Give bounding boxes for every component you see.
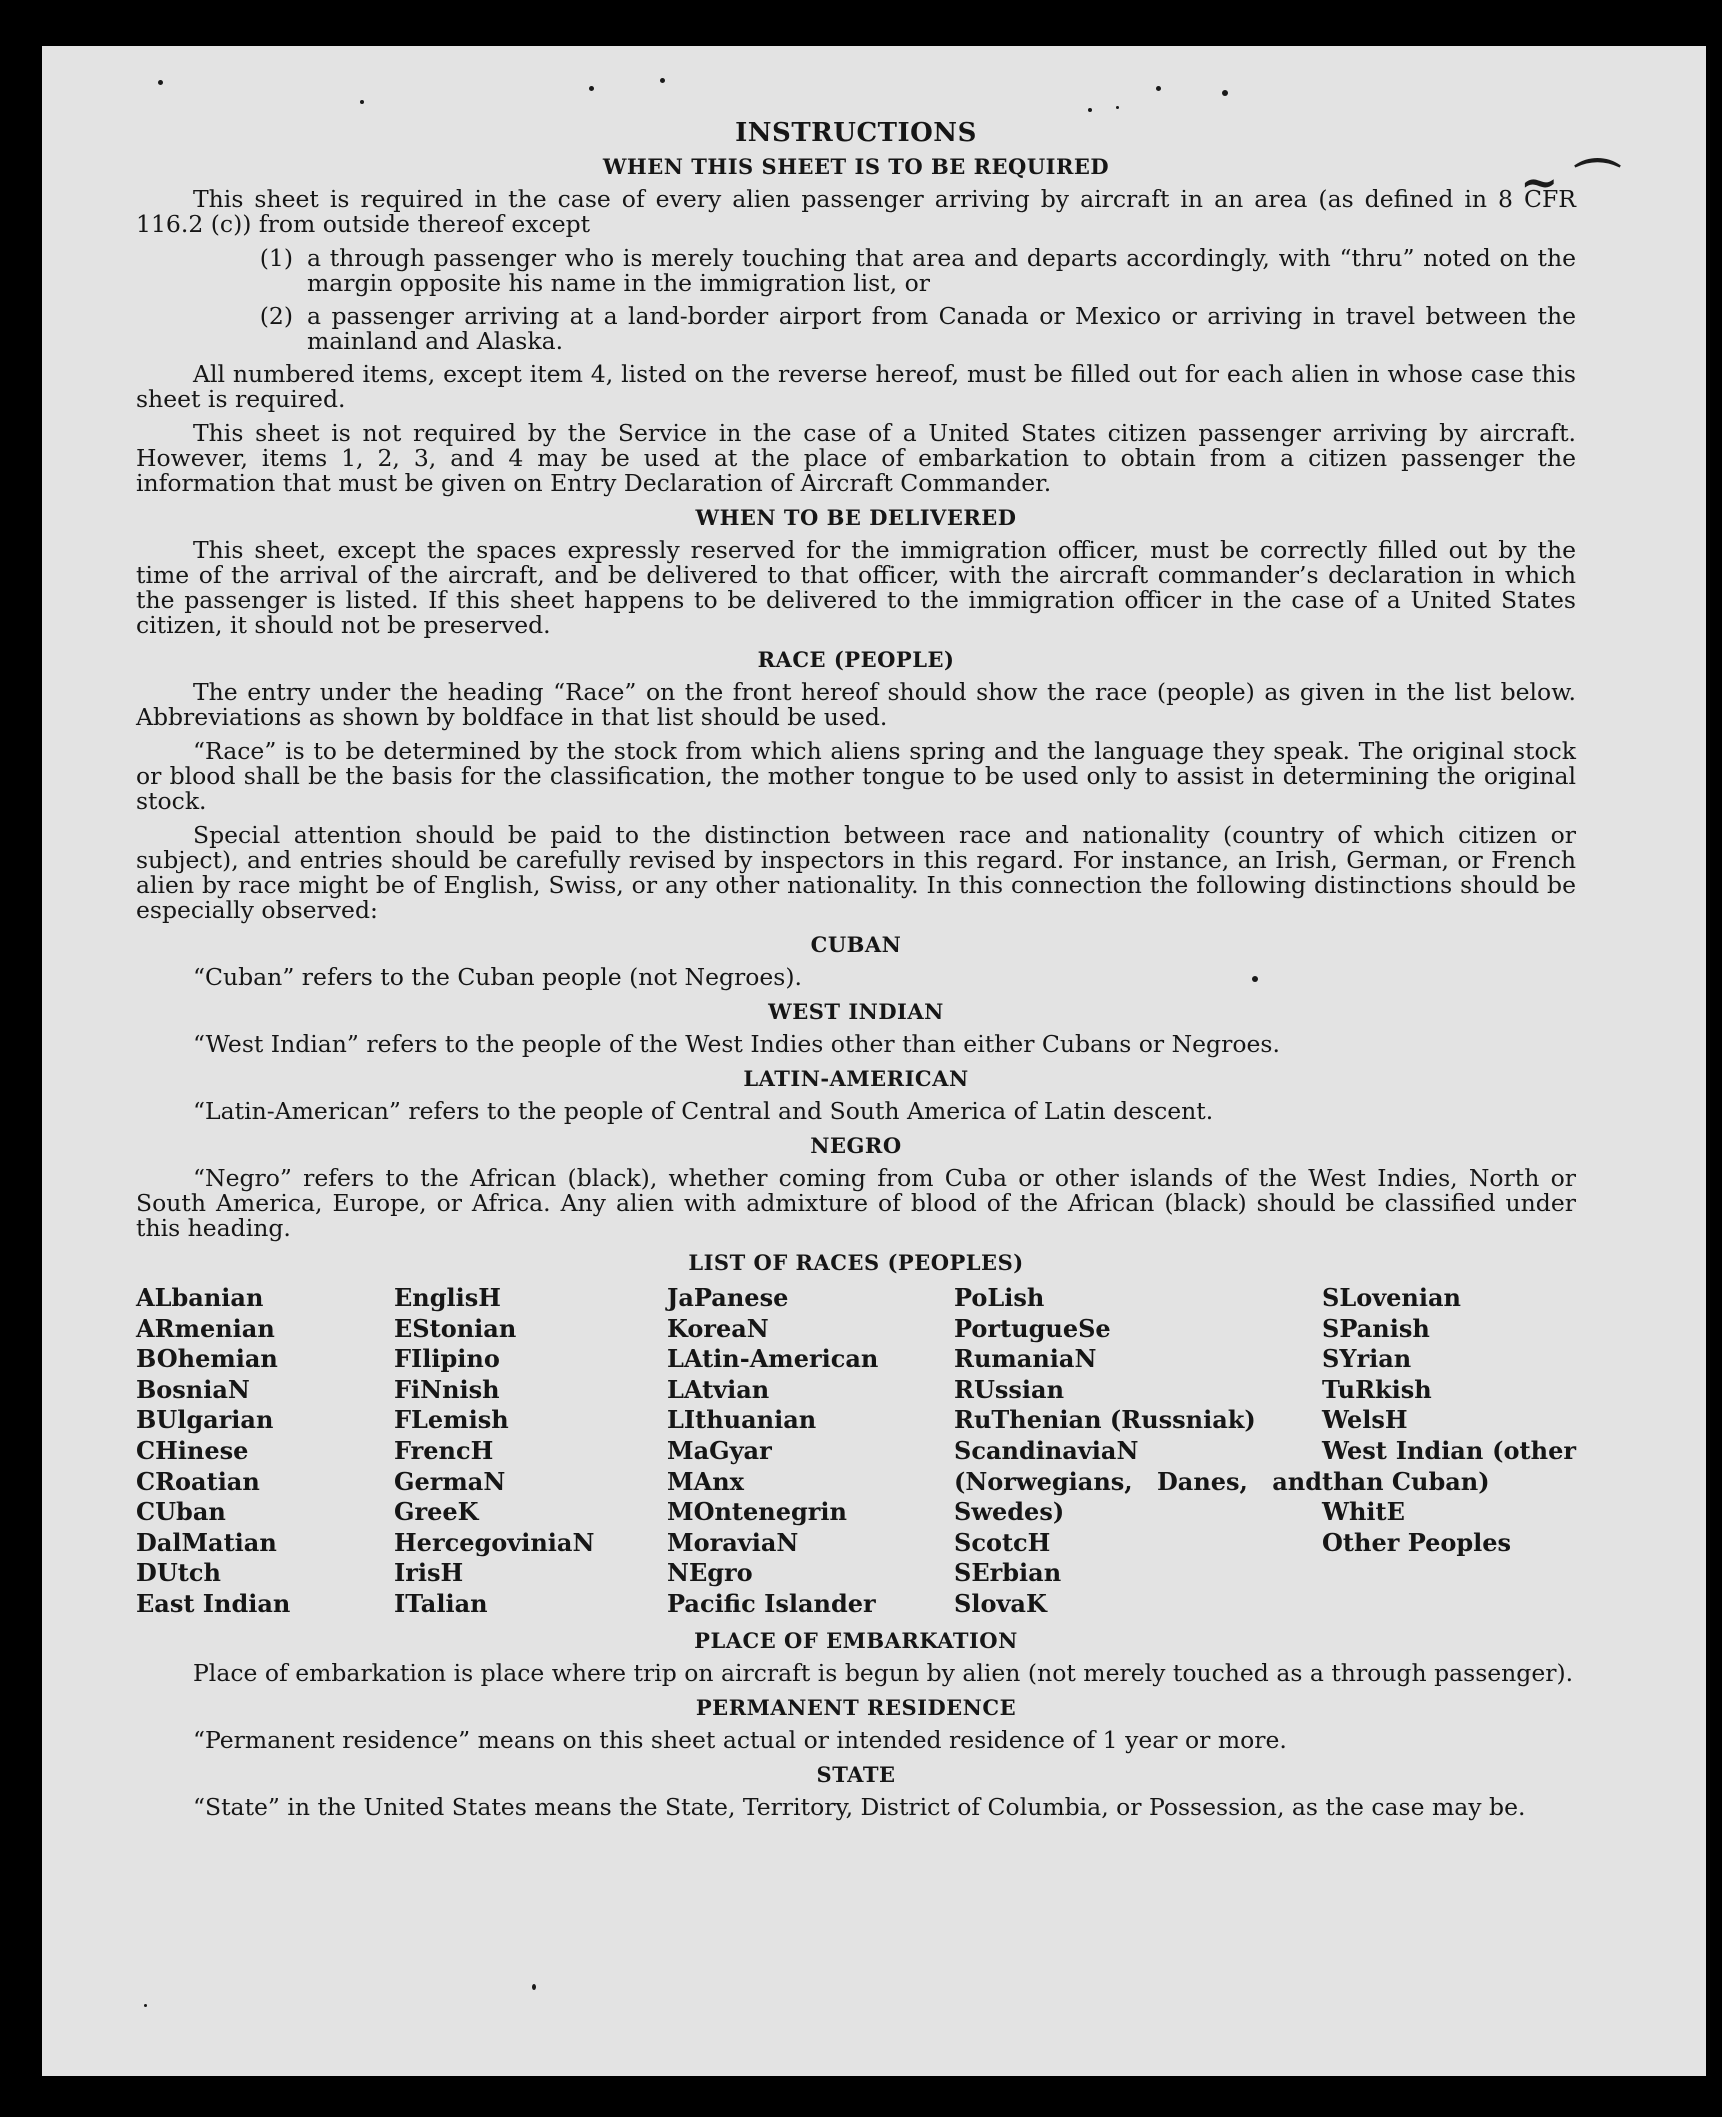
race-entry: SErbian xyxy=(954,1558,1062,1588)
race-heading: RACE (PEOPLE) xyxy=(757,647,955,672)
race-entry: LIthuanian xyxy=(667,1405,817,1435)
race-entry: ARmenian xyxy=(136,1313,275,1343)
required-heading: WHEN THIS SHEET IS TO BE REQUIRED xyxy=(602,154,1110,179)
cuban-heading: CUBAN xyxy=(810,932,902,957)
negro-paragraph: “Negro” refers to the African (black), whether coming from Cuba or other islands of the West Indies, North or South America, Europe, or Africa. Any alien with admixture of blood of the African (black) should be classified under this heading. xyxy=(136,1164,1576,1242)
instructions-content xyxy=(136,118,1576,1829)
race-entry: FrencH xyxy=(394,1435,494,1465)
races-column xyxy=(136,1283,394,1620)
west-indian-heading: WEST INDIAN xyxy=(768,999,944,1024)
races-column xyxy=(954,1283,1322,1620)
races-list xyxy=(136,1283,1576,1620)
race-paragraph-3: Special attention should be paid to the distinction between race and nationality (country of which citizen or subject), and entries should be carefully revised by inspectors in this regard. For instance, an Irish, German, or French alien by race might be of English, Swiss, or any other nationality. In this connection the following distinctions should be especially observed: xyxy=(136,821,1576,924)
race-entry: EStonian xyxy=(394,1313,517,1343)
race-entry: ScandinaviaN (Norwegians, Danes, and Swedes) xyxy=(954,1435,1322,1527)
race-entry: ALbanian xyxy=(136,1283,264,1312)
race-entry: CRoatian xyxy=(136,1466,260,1496)
race-entry: PortugueSe xyxy=(954,1313,1111,1343)
race-entry: WhitE xyxy=(1322,1497,1405,1527)
race-entry: FIlipino xyxy=(394,1344,500,1374)
race-entry: IrisH xyxy=(394,1558,464,1588)
race-entry: East Indian xyxy=(136,1588,291,1618)
race-entry: CUban xyxy=(136,1497,226,1527)
delivered-paragraph: This sheet, except the spaces expressly reserved for the immigration officer, must be correctly filled out by the time of the arrival of the aircraft, and be delivered to that officer, with the aircraft commander’s declaration in which the passenger is listed. If this sheet happens to be delivered to the immigration officer in the case of a United States citizen, it should not be preserved. xyxy=(136,536,1576,639)
speck-mark xyxy=(1088,108,1092,112)
residence-heading: PERMANENT RESIDENCE xyxy=(695,1694,1017,1720)
required-paragraph-1: This sheet is required in the case of every alien passenger arriving by aircraft in an area (as defined in 8 CFR 116.2 (c)) from outside thereof except xyxy=(136,185,1576,238)
race-entry: TuRkish xyxy=(1322,1374,1432,1404)
exception-item-number: (1) xyxy=(259,244,293,272)
race-entry: RumaniaN xyxy=(954,1344,1097,1374)
exception-item-text: a passenger arriving at a land-border airport from Canada or Mexico or arriving in travel between the mainland and Alaska. xyxy=(307,302,1576,355)
latin-american-paragraph: “Latin-American” refers to the people of Central and South America of Latin descent. xyxy=(193,1097,1214,1125)
race-entry: SlovaK xyxy=(954,1588,1047,1618)
exception-item-text: a through passenger who is merely touching that area and departs accordingly, with “thru” noted on the margin opposite his name in the immigration list, or xyxy=(307,244,1576,297)
residence-paragraph: “Permanent residence” means on this sheet actual or intended residence of 1 year or more. xyxy=(193,1725,1287,1754)
race-entry: MOntenegrin xyxy=(667,1497,847,1527)
race-entry: GermaN xyxy=(394,1466,506,1496)
race-entry: JaPanese xyxy=(667,1283,789,1312)
race-entry: Other Peoples xyxy=(1322,1527,1512,1557)
race-paragraph-2: “Race” is to be determined by the stock from which aliens spring and the language they speak. The original stock or blood shall be the basis for the classification, the mother tongue to be used only to assist in determining the original stock. xyxy=(136,737,1576,815)
race-entry: MoraviaN xyxy=(667,1527,799,1557)
race-entry: MAnx xyxy=(667,1466,744,1496)
west-indian-paragraph: “West Indian” refers to the people of the West Indies other than either Cubans or Negroes. xyxy=(193,1030,1280,1058)
race-paragraph-1: The entry under the heading “Race” on the front hereof should show the race (people) as given in the list below. Abbreviations as shown by boldface in that list should be used. xyxy=(136,678,1576,731)
speck-mark xyxy=(144,2004,147,2007)
race-entry: MaGyar xyxy=(667,1435,772,1465)
exception-item-number: (2) xyxy=(259,302,293,330)
required-paragraph-3: This sheet is not required by the Service in the case of a United States citizen passenger arriving by aircraft. However, items 1, 2, 3, and 4 may be used at the place of embarkation to obtain from a citizen passenger the information that must be given on Entry Declaration of Aircraft Commander. xyxy=(136,419,1576,497)
race-entry: GreeK xyxy=(394,1497,479,1527)
race-entry: BosniaN xyxy=(136,1374,250,1404)
race-entry: EnglisH xyxy=(394,1283,501,1312)
race-entry: WelsH xyxy=(1322,1405,1408,1435)
races-column xyxy=(1322,1283,1576,1620)
race-entry: BUlgarian xyxy=(136,1405,274,1435)
embarkation-heading: PLACE OF EMBARKATION xyxy=(694,1627,1018,1653)
race-entry: RUssian xyxy=(954,1374,1065,1404)
race-entry: RuThenian (Russniak) xyxy=(954,1405,1256,1435)
race-entry: ITalian xyxy=(394,1588,488,1618)
race-entry: DUtch xyxy=(136,1558,221,1588)
race-entry: West Indian (other than Cuban) xyxy=(1322,1435,1576,1496)
document-sheet xyxy=(42,46,1706,2076)
race-entry: SYrian xyxy=(1322,1344,1412,1374)
race-entry: KoreaN xyxy=(667,1313,769,1343)
speck-mark xyxy=(1156,86,1161,91)
race-entry: SPanish xyxy=(1322,1313,1430,1343)
exception-item xyxy=(136,304,1576,354)
races-column xyxy=(394,1283,667,1620)
speck-mark xyxy=(360,100,364,104)
latin-american-heading: LATIN-AMERICAN xyxy=(743,1066,969,1091)
race-entry: LAtvian xyxy=(667,1374,770,1404)
race-entry: CHinese xyxy=(136,1435,249,1465)
race-entry: FLemish xyxy=(394,1405,509,1435)
race-entry: Pacific Islander xyxy=(667,1588,876,1618)
race-entry: ScotcH xyxy=(954,1527,1051,1557)
page-title: INSTRUCTIONS xyxy=(735,118,977,148)
state-heading: STATE xyxy=(816,1761,896,1787)
speck-mark xyxy=(660,78,665,83)
speck-mark xyxy=(532,1984,536,1990)
race-entry: NEgro xyxy=(667,1558,753,1588)
negro-heading: NEGRO xyxy=(810,1133,902,1158)
race-entry: LAtin-American xyxy=(667,1344,879,1374)
exception-item xyxy=(136,246,1576,296)
pen-scribble-mark: ~ ⌒ xyxy=(1520,155,1621,209)
races-column xyxy=(667,1283,954,1620)
required-paragraph-2: All numbered items, except item 4, listed on the reverse hereof, must be filled out for each alien in whose case this sheet is required. xyxy=(136,360,1576,413)
race-entry: FiNnish xyxy=(394,1374,500,1404)
speck-mark xyxy=(158,80,163,85)
speck-mark xyxy=(589,86,594,91)
cuban-paragraph: “Cuban” refers to the Cuban people (not Negroes). xyxy=(193,963,803,991)
speck-mark xyxy=(1116,106,1119,109)
race-entry: PoLish xyxy=(954,1283,1045,1312)
embarkation-paragraph: Place of embarkation is place where trip on aircraft is begun by alien (not merely touched as a through passenger). xyxy=(193,1658,1574,1687)
race-entry: DalMatian xyxy=(136,1527,277,1557)
races-list-heading: LIST OF RACES (PEOPLES) xyxy=(688,1250,1024,1275)
speck-mark xyxy=(1222,90,1228,96)
delivered-heading: WHEN TO BE DELIVERED xyxy=(695,505,1017,530)
state-paragraph: “State” in the United States means the State, Territory, District of Columbia, or Possession, as the case may be. xyxy=(193,1792,1526,1821)
race-entry: SLovenian xyxy=(1322,1283,1461,1312)
race-entry: HercegoviniaN xyxy=(394,1527,595,1557)
race-entry: BOhemian xyxy=(136,1344,278,1374)
